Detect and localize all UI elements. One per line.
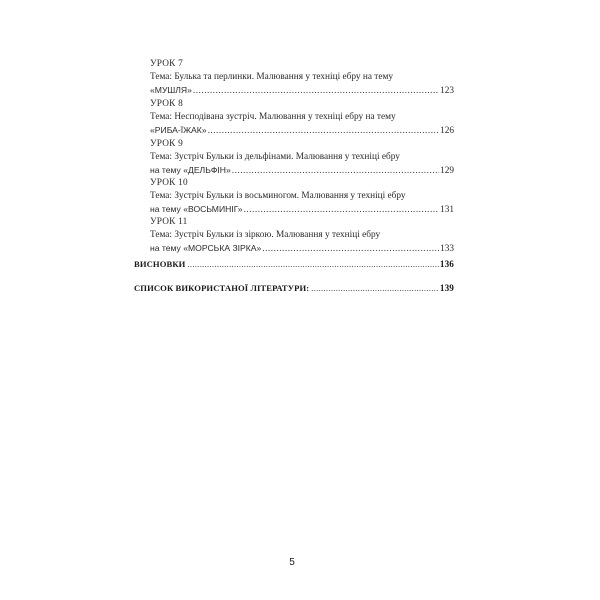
topic-title: «РИБА-ЇЖАК»	[150, 124, 207, 135]
page-reference: 139	[439, 283, 454, 293]
toc-entry-conclusions	[134, 259, 454, 269]
topic-title	[150, 164, 232, 178]
dot-leader	[187, 259, 438, 269]
topic-text: Зустріч Бульки із дельфінами. Малювання у техніці ебру	[174, 151, 400, 162]
topic-text: Зустріч Бульки із зіркою. Малювання у техніці ебру	[174, 229, 381, 240]
topic-title: «МУШЛЯ»	[150, 84, 192, 95]
page-reference: 123	[440, 85, 454, 96]
dot-leader	[244, 204, 439, 217]
lesson-heading: УРОК 9	[150, 139, 183, 149]
toc-entry-lesson-11	[150, 216, 454, 255]
dot-leader	[193, 85, 439, 98]
lesson-heading: УРОК 11	[150, 217, 188, 227]
topic-prefix: Тема:	[150, 229, 175, 240]
topic-title	[150, 203, 244, 217]
toc-entry-lesson-10	[150, 177, 454, 216]
topic-title-text: на тему «ДЕЛЬФІН»	[150, 164, 231, 175]
toc-entry-label: ВИСНОВКИ	[134, 259, 186, 269]
page-reference: 129	[440, 165, 454, 176]
topic-text: Несподівана зустріч. Малювання у техніці ебру на тему	[174, 111, 396, 122]
topic-text: Булька та перлинки. Малювання у техніці ебру на тему	[174, 71, 393, 82]
dot-leader	[232, 165, 439, 178]
page-reference: 131	[440, 204, 454, 215]
topic-prefix: Тема:	[150, 151, 175, 162]
page-number: 5	[289, 557, 295, 568]
toc-entry-lesson-7	[150, 58, 454, 97]
toc-entry-lesson-8	[150, 98, 454, 137]
page-reference: 136	[439, 259, 454, 269]
topic-prefix: Тема:	[150, 71, 175, 82]
topic-title	[150, 242, 262, 256]
dot-leader	[262, 243, 439, 256]
toc-entry-lesson-9	[150, 138, 454, 177]
dot-leader	[208, 125, 439, 138]
dot-leader	[311, 283, 439, 293]
lesson-heading: УРОК 10	[150, 178, 188, 188]
topic-prefix: Тема:	[150, 111, 175, 122]
toc-entry-references	[134, 283, 454, 293]
toc-entry-label: СПИСОК ВИКОРИСТАНОЇ ЛІТЕРАТУРИ:	[134, 283, 310, 293]
topic-text: Зустріч Бульки із восьминогом. Малювання у техніці ебру	[174, 190, 406, 201]
topic-title-text: на тему «ВОСЬМИНІГ»	[150, 203, 243, 214]
lesson-heading: УРОК 7	[150, 59, 183, 69]
page-reference: 126	[440, 125, 454, 136]
lesson-heading: УРОК 8	[150, 99, 183, 109]
page-reference: 133	[440, 243, 454, 254]
topic-prefix: Тема:	[150, 190, 175, 201]
topic-title-text: на тему «МОРСЬКА ЗІРКА»	[150, 242, 262, 253]
